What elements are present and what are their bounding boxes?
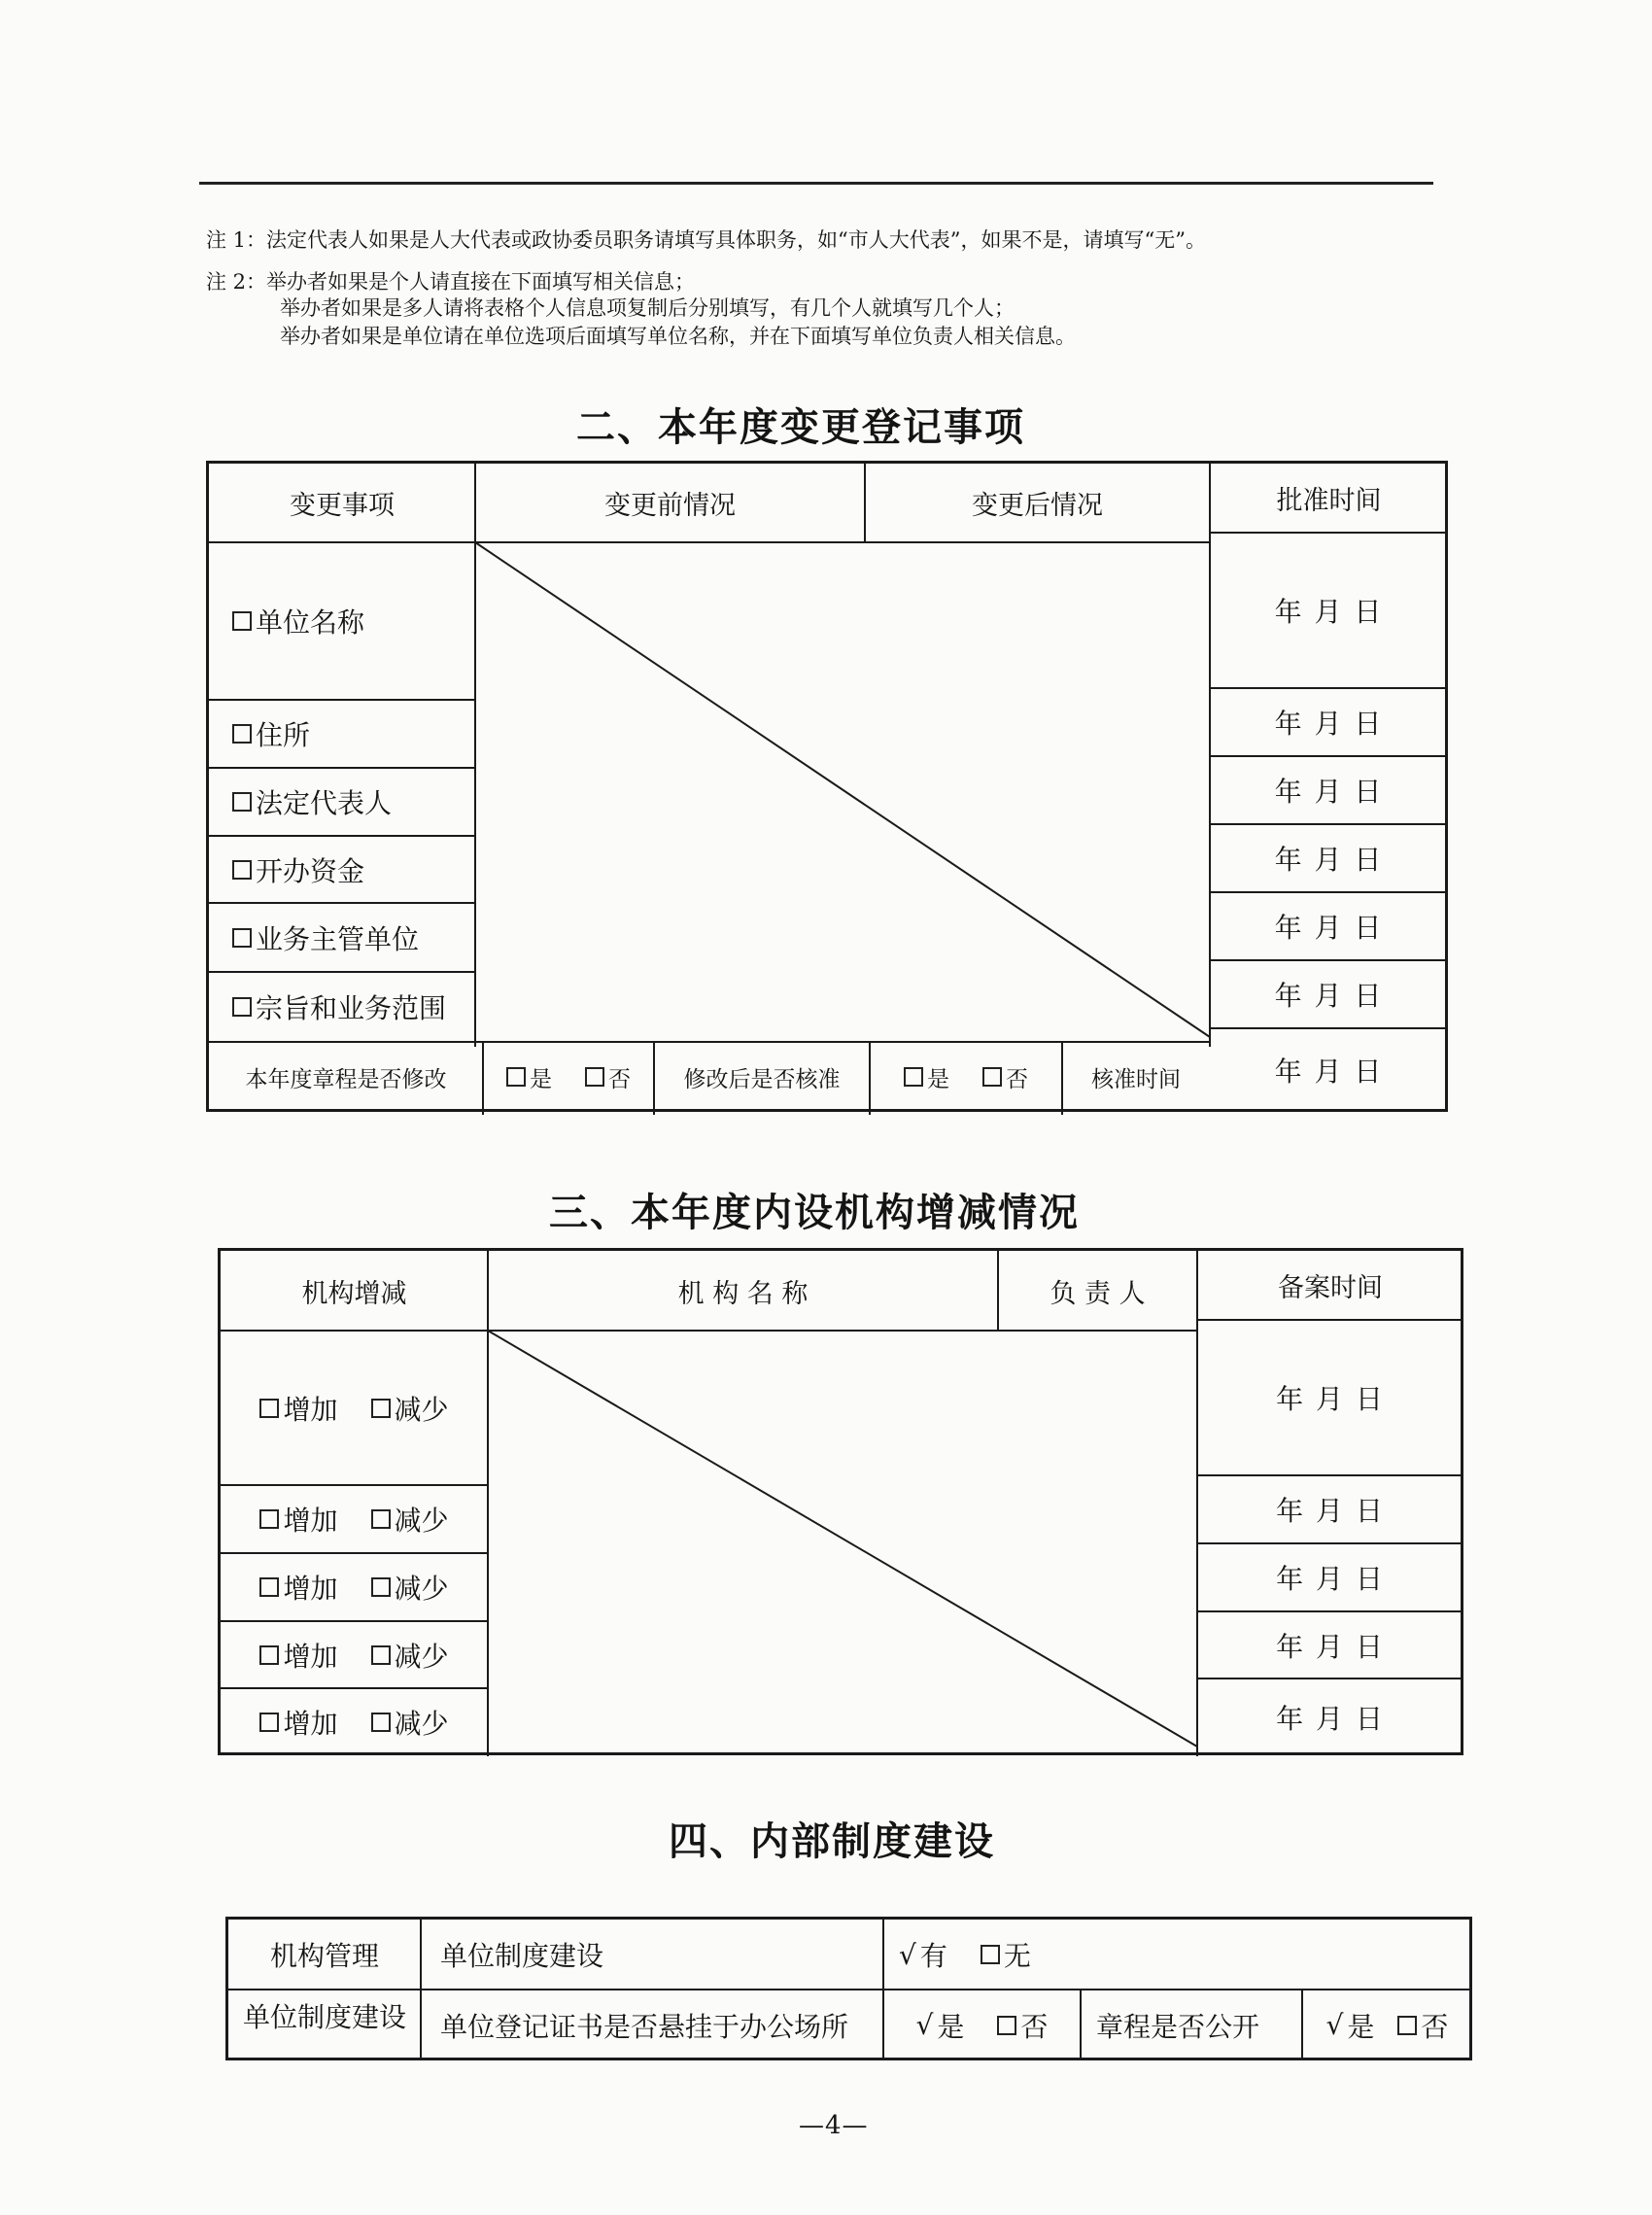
row-address: 住所 [209,700,475,768]
org-change-options: 增加 减少 [221,1621,488,1688]
approval-time-label: 核准时间 [1091,1066,1181,1092]
checkbox-icon[interactable] [259,1509,279,1529]
section-2-title: 二、本年度变更登记事项 [576,404,1025,450]
checkbox-icon[interactable] [232,997,252,1017]
date-cell[interactable]: 年 月 日 [1276,1630,1385,1663]
checkbox-icon[interactable] [904,1067,923,1087]
category-unit-system: 单位制度建设 [242,2001,406,2033]
checkbox-icon[interactable] [232,860,252,880]
approved-after-label: 修改后是否核准 [683,1066,841,1092]
item-system-building: 单位制度建设 [440,1940,604,1972]
checkbox-icon[interactable] [259,1713,279,1732]
charter-modified-options: 是 否 [483,1042,654,1112]
charter-modified-label: 本年度章程是否修改 [245,1066,447,1092]
date-cell[interactable]: 年 月 日 [1274,1056,1384,1088]
date-cell[interactable]: 年 月 日 [1274,596,1384,628]
note-2-line-1: 注 2：举办者如果是个人请直接在下面填写相关信息； [206,270,696,294]
date-cell[interactable]: 年 月 日 [1274,708,1384,740]
approved-after-options: 是 否 [870,1042,1062,1112]
item-charter-public: 章程是否公开 [1096,2010,1260,2043]
change-registration-table [206,461,1448,1112]
checkbox-icon[interactable] [259,1645,279,1665]
checkbox-icon[interactable] [259,1399,279,1418]
date-cell[interactable]: 年 月 日 [1276,1383,1385,1415]
date-cell[interactable]: 年 月 日 [1274,912,1384,944]
checkbox-icon[interactable] [371,1577,391,1597]
header-filing-time: 备案时间 [1278,1273,1383,1303]
checkbox-icon[interactable] [585,1067,604,1087]
note-2-line-2: 举办者如果是多人请将表格个人信息项复制后分别填写，有几个人就填写几个人； [280,296,1015,320]
org-change-options: 增加 减少 [221,1485,488,1553]
org-change-options: 增加 减少 [221,1688,488,1755]
header-before: 变更前情况 [604,491,736,521]
date-cell[interactable]: 年 月 日 [1276,1563,1385,1595]
check-mark-icon: √ [915,2009,934,2041]
internal-system-table [225,1917,1472,2060]
check-mark-icon: √ [1325,2009,1344,2041]
header-approval-time: 批准时间 [1276,486,1382,516]
date-cell[interactable]: 年 月 日 [1274,980,1384,1012]
checkbox-icon[interactable] [371,1645,391,1665]
checkbox-icon[interactable] [371,1399,391,1418]
certificate-options: √ 是 否 [915,2009,1049,2043]
section-3-title: 三、本年度内设机构增减情况 [549,1190,1080,1235]
page-number: —4— [799,2111,869,2140]
row-purpose-scope: 宗旨和业务范围 [209,972,475,1042]
date-cell[interactable]: 年 月 日 [1276,1702,1385,1735]
charter-public-options: √ 是 否 [1325,2009,1449,2043]
section-4-title: 四、内部制度建设 [669,1818,995,1864]
header-after: 变更后情况 [972,491,1103,521]
checkbox-icon[interactable] [982,1067,1002,1087]
header-rule [199,182,1433,185]
category-org-management: 机构管理 [269,1940,379,1972]
checkbox-icon[interactable] [232,928,252,948]
row-capital: 开办资金 [209,836,475,903]
header-org-change: 机构增减 [301,1278,407,1309]
date-cell[interactable]: 年 月 日 [1276,1495,1385,1527]
checkbox-icon[interactable] [232,724,252,744]
checkbox-icon[interactable] [232,611,252,631]
note-1: 注 1：法定代表人如果是人大代表或政协委员职务请填写具体职务，如“市人大代表”，如果不是，请填写“无”。 [206,228,1206,252]
check-mark-icon: √ [899,1938,916,1971]
checkbox-icon[interactable] [371,1509,391,1529]
checkbox-icon[interactable] [232,792,252,812]
date-cell[interactable]: 年 月 日 [1274,844,1384,876]
header-leader: 负 责 人 [1050,1278,1146,1309]
checkbox-icon[interactable] [1397,2016,1417,2035]
note-2-line-3: 举办者如果是单位请在单位选项后面填写单位名称，并在下面填写单位负责人相关信息。 [280,325,1076,348]
header-change-item: 变更事项 [290,491,395,521]
row-unit-name: 单位名称 [209,542,475,700]
system-building-options: √ 有 无 [899,1938,1031,1972]
checkbox-icon[interactable] [997,2016,1016,2035]
org-change-options: 增加 减少 [221,1331,488,1485]
checkbox-icon[interactable] [371,1713,391,1732]
internal-org-table [218,1248,1463,1755]
row-legal-rep: 法定代表人 [209,768,475,836]
checkbox-icon[interactable] [981,1945,1000,1964]
date-cell[interactable]: 年 月 日 [1274,776,1384,808]
row-supervisor: 业务主管单位 [209,903,475,972]
org-change-options: 增加 减少 [221,1553,488,1621]
checkbox-icon[interactable] [506,1067,526,1087]
header-org-name: 机 构 名 称 [677,1278,809,1309]
checkbox-icon[interactable] [259,1577,279,1597]
item-certificate-displayed: 单位登记证书是否悬挂于办公场所 [440,2010,849,2043]
